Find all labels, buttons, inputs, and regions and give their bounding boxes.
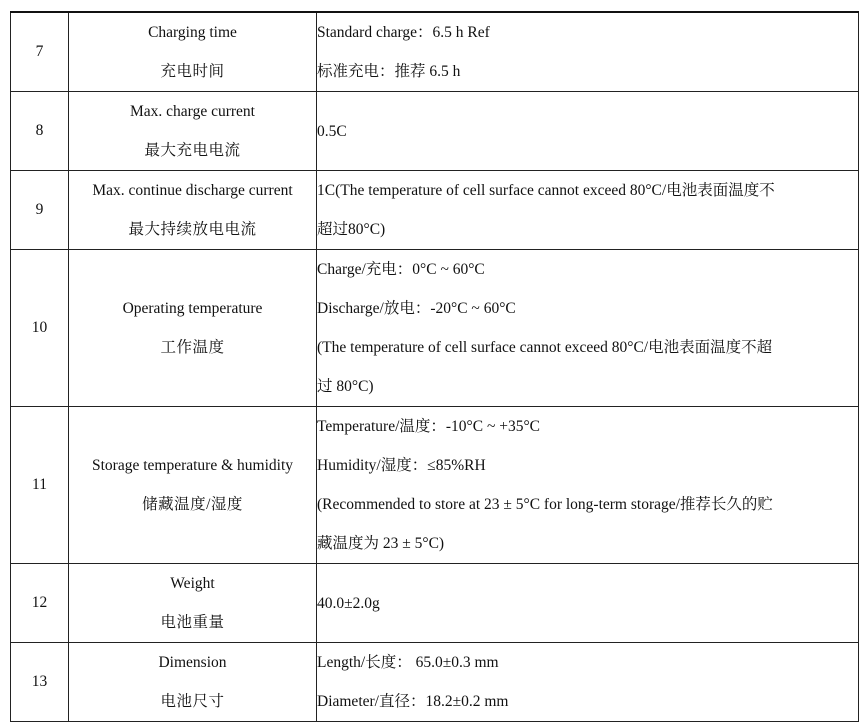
item-label-zh: 工作温度 bbox=[160, 339, 225, 356]
value-cell bbox=[317, 250, 859, 407]
item-label-zh: 电池重量 bbox=[160, 614, 225, 631]
row-number: 13 bbox=[11, 643, 69, 722]
spec-row-max-discharge-current bbox=[11, 171, 859, 250]
value-cell bbox=[317, 643, 859, 722]
spec-row-charging-time bbox=[11, 12, 859, 92]
value-line: 标准充电：推荐 6.5 h bbox=[317, 63, 461, 80]
row-number: 12 bbox=[11, 564, 69, 643]
value-line: Temperature/温度：-10°C ~ +35°C bbox=[317, 418, 541, 435]
item-cell bbox=[69, 92, 317, 171]
item-label-en: Operating temperature bbox=[122, 300, 263, 317]
row-number: 7 bbox=[11, 12, 69, 92]
item-label-en: Weight bbox=[170, 575, 215, 592]
value-line: 过 80°C) bbox=[317, 378, 374, 395]
row-number: 8 bbox=[11, 92, 69, 171]
value-line: 超过80°C) bbox=[317, 221, 386, 238]
spec-row-weight bbox=[11, 564, 859, 643]
row-number: 11 bbox=[11, 407, 69, 564]
spec-row-storage-conditions bbox=[11, 407, 859, 564]
item-label-en: Max. charge current bbox=[130, 103, 255, 120]
value-line: Charge/充电：0°C ~ 60°C bbox=[317, 261, 485, 278]
item-cell bbox=[69, 407, 317, 564]
item-label-zh: 充电时间 bbox=[160, 63, 225, 80]
item-label-en: Max. continue discharge current bbox=[92, 182, 293, 199]
item-label-en: Storage temperature & humidity bbox=[91, 457, 293, 474]
item-label-zh: 最大充电电流 bbox=[144, 142, 241, 159]
value-line: Diameter/直径：18.2±0.2 mm bbox=[317, 693, 509, 710]
value-line: (The temperature of cell surface cannot exceed 80°C/电池表面温度不超 bbox=[317, 339, 773, 356]
value-line: 40.0±2.0g bbox=[317, 594, 380, 612]
row-number: 9 bbox=[11, 171, 69, 250]
spec-row-dimension bbox=[11, 643, 859, 722]
item-cell bbox=[69, 171, 317, 250]
item-cell bbox=[69, 250, 317, 407]
item-label-zh: 储藏温度/湿度 bbox=[142, 496, 243, 513]
spec-row-operating-temperature bbox=[11, 250, 859, 407]
item-cell bbox=[69, 643, 317, 722]
value-line: (Recommended to store at 23 ± 5°C for long-term storage/推荐长久的贮 bbox=[317, 496, 773, 513]
item-label-zh: 电池尺寸 bbox=[160, 693, 225, 710]
value-line: 0.5C bbox=[317, 122, 347, 140]
value-cell bbox=[317, 12, 859, 92]
spec-row-max-charge-current bbox=[11, 92, 859, 171]
row-number: 10 bbox=[11, 250, 69, 407]
item-label-en: Charging time bbox=[148, 24, 237, 41]
item-label-en: Dimension bbox=[158, 654, 227, 671]
value-cell bbox=[317, 171, 859, 250]
value-line: Discharge/放电：-20°C ~ 60°C bbox=[317, 300, 516, 317]
value-cell bbox=[317, 92, 859, 171]
value-line: Standard charge：6.5 h Ref bbox=[317, 24, 490, 41]
value-line: 藏温度为 23 ± 5°C) bbox=[317, 535, 445, 552]
battery-spec-table bbox=[10, 11, 859, 722]
value-line: 1C(The temperature of cell surface cannot exceed 80°C/电池表面温度不 bbox=[317, 182, 775, 199]
item-cell bbox=[69, 12, 317, 92]
value-cell bbox=[317, 564, 859, 643]
item-cell bbox=[69, 564, 317, 643]
item-label-zh: 最大持续放电电流 bbox=[128, 221, 257, 238]
value-line: Length/长度： 65.0±0.3 mm bbox=[317, 654, 499, 671]
value-line: Humidity/湿度：≤85%RH bbox=[317, 457, 486, 474]
value-cell bbox=[317, 407, 859, 564]
